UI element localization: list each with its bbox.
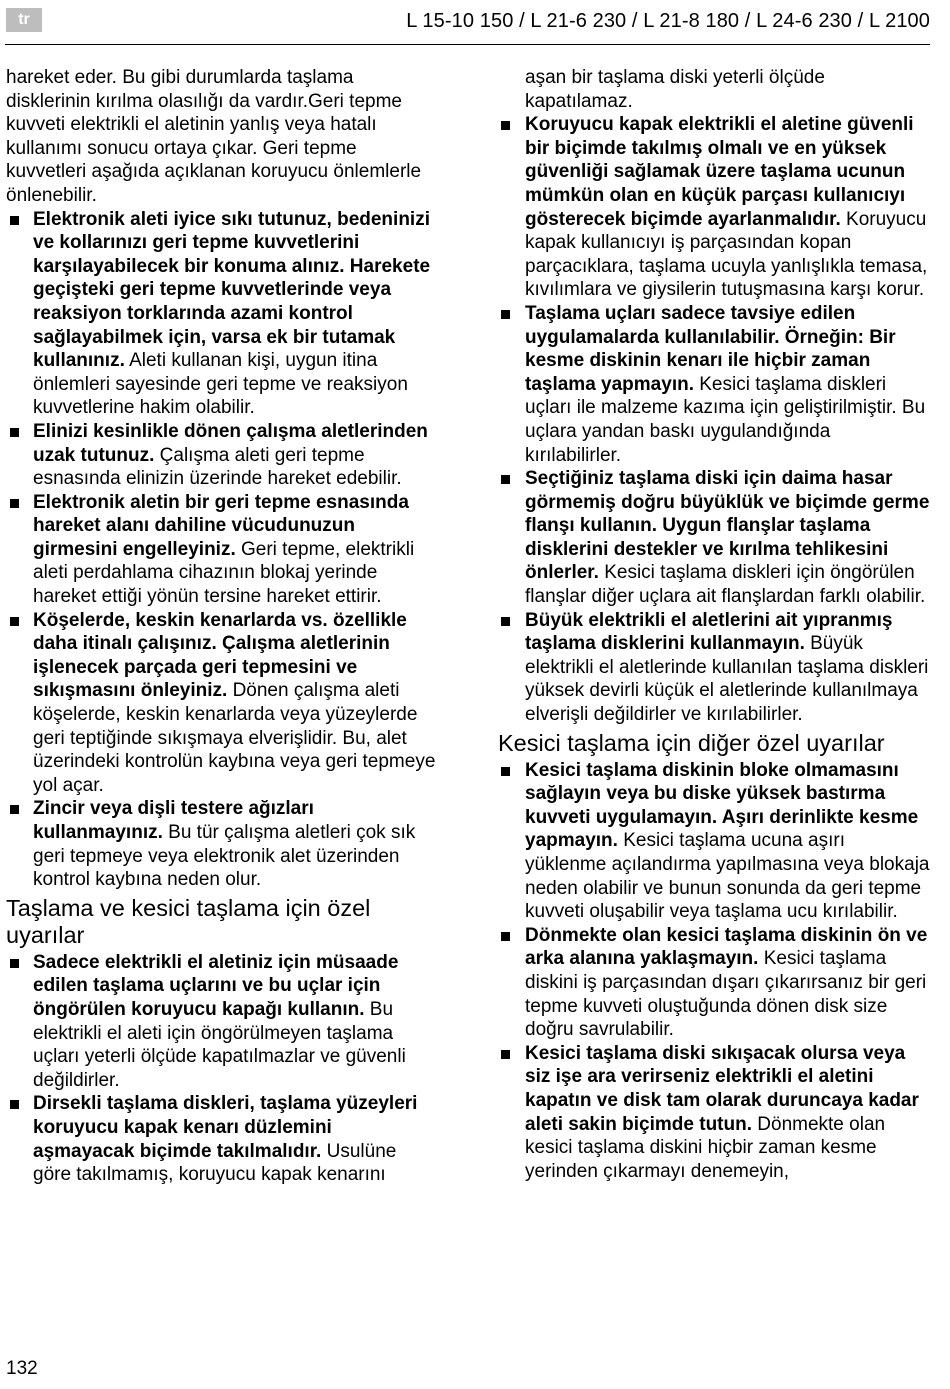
bullet-text: Çalışma aleti geri tepme esnasında elinizin üzerinde hareket edebilir.	[33, 444, 402, 490]
square-bullet-icon	[10, 499, 19, 508]
bullet-item	[6, 797, 438, 891]
bullet-bold-text: Elektronik aleti iyice sıkı tutunuz, bedeninizi ve kollarınızı geri tepme kuvvetlerini karşılayabilecek bir konuma alınız. Harekete geçişteki geri tepme kuvvetlerinde veya reaksiyon torklarında azami kontrol sağlayabilmek için, varsa ek bir tutamak kullanınız.	[33, 208, 431, 372]
square-bullet-icon	[10, 1100, 19, 1109]
bullet-item	[498, 924, 930, 1042]
bullet-text: Büyük elektrikli el aletlerinde kullanılan taşlama diskleri yüksek devirli küçük el aletlerinde kullanılmaya elverişli değildirler ve kırılabilirler.	[525, 633, 929, 726]
square-bullet-icon	[501, 932, 510, 941]
bullet-text: Bu tür çalışma aletleri çok sık geri tepmeye veya elektronik alet üzerinden kontrol kaybına neden olur.	[33, 822, 416, 891]
bullet-text: Kesici taşlama diskini iş parçasından dışarı çıkarırsanız bir geri tepme kuvveti oluştuğunda dönen disk size doğru savrulabilir.	[525, 948, 927, 1041]
bullet-item	[498, 1042, 930, 1184]
bullet-bold-text: Dönmekte olan kesici taşlama diskinin ön ve arka alanına yaklaşmayın.	[525, 924, 928, 970]
bullet-bold-text: Taşlama uçları sadece tavsiye edilen uygulamalarda kullanılabilir. Örneğin: Bir kesme diskinin kenarı ile hiçbir zaman taşlama yapmayın.	[525, 302, 896, 395]
bullet-item	[6, 491, 438, 609]
left-column	[6, 66, 438, 1187]
bullet-bold-text: Koruyucu kapak elektrikli el aletine güvenli bir biçimde takılmış olmalı ve en yüksek güvenliği sağlamak üzere taşlama ucunun mümkün olan en küçük parçası kullanıcıyı gösterecek biçimde ayarlanmalıdır.	[525, 114, 914, 230]
bullet-bold-text: Kesici taşlama diski sıkışacak olursa veya siz işe ara verirseniz elektrikli el aletini kapatın ve disk tam olarak duruncaya kadar aleti sakin biçimde tutun.	[525, 1042, 919, 1135]
bullet-bold-text: Kesici taşlama diskinin bloke olmamasını sağlayın veya bu diske yüksek bastırma kuvveti uygulamayın. Aşırı derinlikte kesme yapmayın.	[525, 759, 919, 852]
page-number: 132	[6, 1358, 38, 1379]
bullet-bold-text: Elektronik aletin bir geri tepme esnasında hareket alanı dahiline vücudunuzun girmesini engelleyiniz.	[33, 491, 409, 560]
square-bullet-icon	[10, 805, 19, 814]
bullet-text: Kesici taşlama diskleri uçları ile malzeme kazıma için geliştirilmiştir. Bu uçlara yandan baskı uygulandığında kırılabilirler.	[525, 373, 926, 466]
bullet-text: Geri tepme, elektrikli aleti perdahlama cihazının blokaj yerinde hareket ettiği yönün tersine hareket ettirir.	[33, 538, 415, 608]
bullet-text: Kesici taşlama diskleri için öngörülen flanşlar diğer uçlara ait flanşlardan farklı olabilir.	[525, 562, 926, 608]
square-bullet-icon	[501, 310, 510, 319]
right-column	[498, 66, 930, 1183]
square-bullet-icon	[10, 617, 19, 626]
bullet-text: Koruyucu kapak kullanıcıyı iş parçasından kopan parçacıklara, taşlama ucuyla yanlışlıkla temasa, kıvılımlara ve giysilerin tutuşmasına karşı korur.	[525, 208, 928, 301]
square-bullet-icon	[10, 216, 19, 225]
bullet-item	[6, 208, 438, 420]
square-bullet-icon	[501, 1050, 510, 1059]
bullet-text: Bu elektrikli el aleti için öngörülmeyen taşlama uçları yeterli ölçüde kapatılmazlar ve güvenli değildirler.	[33, 998, 406, 1091]
header-divider	[5, 44, 930, 45]
square-bullet-icon	[501, 475, 510, 484]
bullet-item	[6, 1092, 438, 1186]
square-bullet-icon	[10, 428, 19, 437]
bullet-item	[6, 951, 438, 1093]
bullet-item	[498, 609, 930, 727]
bullet-bold-text: Zincir veya dişli testere ağızları kullanmayınız.	[33, 798, 314, 843]
section-heading: Taşlama ve kesici taşlama için özel uyarılar	[6, 894, 371, 948]
square-bullet-icon	[10, 959, 19, 968]
bullet-bold-text: Dirsekli taşlama diskleri, taşlama yüzeyleri koruyucu kapak kenarı düzlemini aşmayacak biçimde takılmalıdır.	[33, 1093, 418, 1162]
bullet-item	[498, 759, 930, 924]
bullet-text: Aleti kullanan kişi, uygun itina önlemleri sayesinde geri tepme ve reaksiyon kuvvetlerine hakim olabilir.	[33, 350, 408, 419]
paragraph: hareket eder. Bu gibi durumlarda taşlama disklerinin kırılma olasılığı da vardır.Geri tepme kuvveti elektrikli el aletinin yanlış veya hatalı kullanımı sonucu ortaya çıkar. Geri tepme kuvvetleri aşağıda açıklanan koruyucu önlemlerle önlenebilir.	[6, 67, 422, 206]
bullet-item	[498, 467, 930, 609]
bullet-item	[498, 113, 930, 302]
bullet-item	[6, 609, 438, 798]
section-heading: Kesici taşlama için diğer özel uyarılar	[498, 729, 885, 756]
bullet-bold-text: Büyük elektrikli el aletlerini ait yıpranmış taşlama disklerini kullanmayın.	[525, 609, 893, 655]
bullet-text: Kesici taşlama ucuna aşırı yüklenme açılandırma yapılmasına veya blokaja neden olabilir ve bunun sonunda da geri tepme kuvveti oluşabilir veya taşlama ucu kırılabilir.	[525, 830, 930, 923]
bullet-item	[6, 420, 438, 491]
bullet-item	[498, 302, 930, 467]
square-bullet-icon	[501, 767, 510, 776]
bullet-bold-text: Sadece elektrikli el aletiniz için müsaade edilen taşlama uçlarını ve bu uçlar için öngörülen koruyucu kapağı kullanın.	[33, 951, 399, 1020]
bullet-bold-text: Seçtiğiniz taşlama diski için daima hasar görmemiş doğru büyüklük ve biçimde germe flanşı kullanın. Uygun flanşlar taşlama disklerini destekler ve kırılma tehlikesini önlerler.	[525, 468, 930, 584]
square-bullet-icon	[501, 617, 510, 626]
paragraph: aşan bir taşlama diski yeterli ölçüde kapatılamaz.	[525, 67, 825, 112]
language-badge: tr	[6, 8, 42, 32]
bullet-text: Dönmekte olan kesici taşlama diskini hiçbir zaman kesme yerinden çıkarmayı denemeyin,	[525, 1113, 886, 1182]
bullet-bold-text: Elinizi kesinlikle dönen çalışma aletlerinden uzak tutunuz.	[33, 420, 428, 466]
bullet-text: Usulüne göre takılmamış, koruyucu kapak kenarını	[33, 1140, 397, 1186]
bullet-bold-text: Köşelerde, keskin kenarlarda vs. özellikle daha itinalı çalışınız. Çalışma aletlerinin işlenecek parçada geri tepmesini ve sıkışmasını önleyiniz.	[33, 609, 407, 702]
square-bullet-icon	[501, 121, 510, 130]
bullet-text: Dönen çalışma aleti köşelerde, keskin kenarlarda veya yüzeylerde geri teptiğinde sıkışmaya elverişlidir. Bu, alet üzerindeki kontrolün kaybına veya geri tepmeye yol açar.	[33, 680, 436, 796]
page-header-title: L 15-10 150 / L 21-6 230 / L 21-8 180 / L 24-6 230 / L 2100	[406, 10, 930, 32]
